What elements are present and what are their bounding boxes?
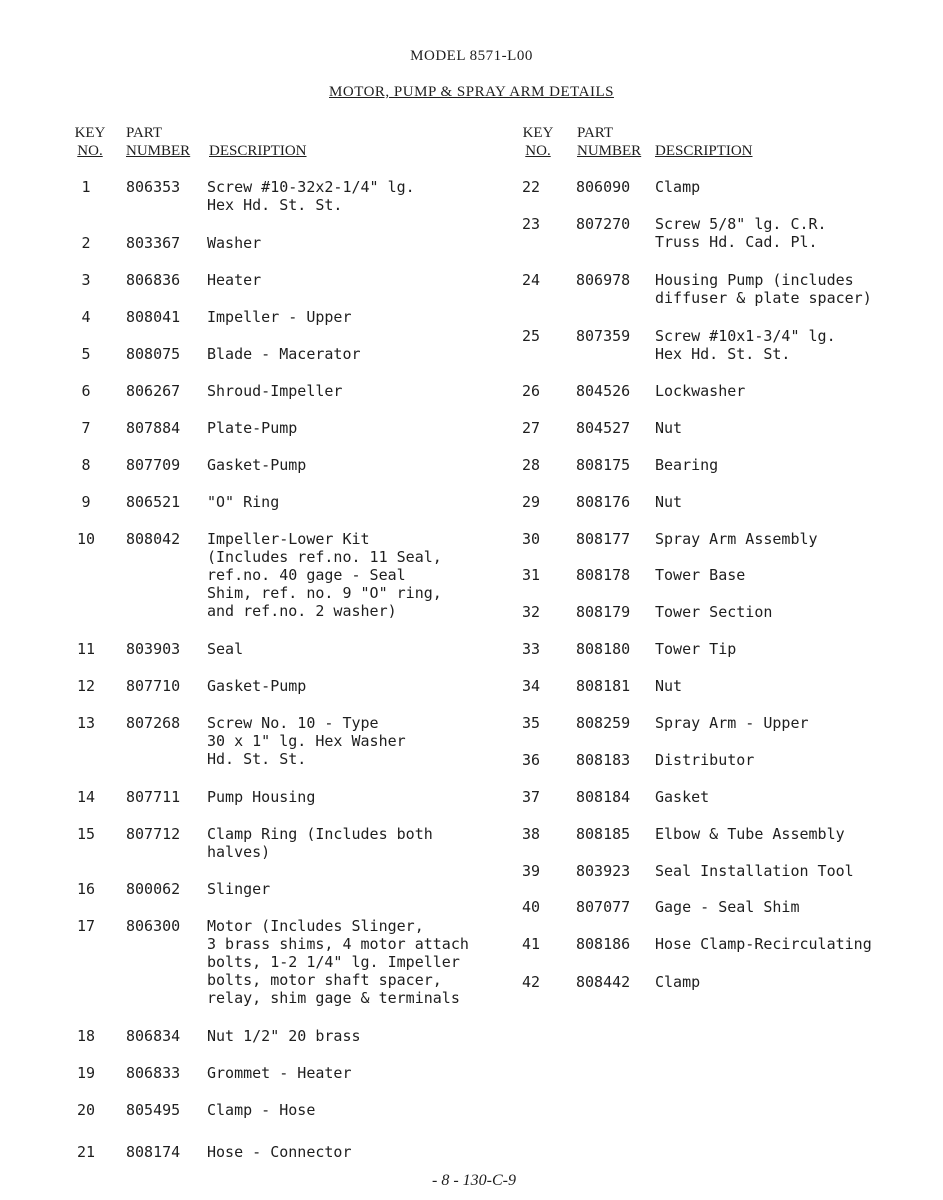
left-key-cell: 3 xyxy=(81,271,91,289)
right-key-cell: 37 xyxy=(521,788,541,806)
right-key-cell: 42 xyxy=(521,973,541,991)
right-description-header: DESCRIPTION xyxy=(655,143,753,159)
left-part-number-cell: 807710 xyxy=(126,677,181,695)
right-description-cell: Tower Section xyxy=(655,603,773,621)
left-description-cell: Gasket-Pump xyxy=(207,456,307,474)
right-description-cell: Seal Installation Tool xyxy=(655,862,854,880)
left-key-cell: 17 xyxy=(76,917,96,935)
left-key-cell: 10 xyxy=(76,530,96,548)
left-part-number-cell: 808042 xyxy=(126,530,181,548)
left-description-cell: Impeller-Lower Kit (Includes ref.no. 11 Seal, ref.no. 40 gage - Seal Shim, ref. no. 9 "O" ring, and ref.no. 2 washer) xyxy=(207,530,442,620)
left-part-number-cell: 806834 xyxy=(126,1027,181,1045)
right-key-cell: 31 xyxy=(521,566,541,584)
right-key-cell: 36 xyxy=(521,751,541,769)
left-key-cell: 14 xyxy=(76,788,96,806)
left-part-number-cell: 807268 xyxy=(126,714,181,732)
left-key-cell: 6 xyxy=(81,382,91,400)
left-key-cell: 15 xyxy=(76,825,96,843)
left-key-cell: 20 xyxy=(76,1101,96,1119)
right-part-number-cell: 808177 xyxy=(576,530,631,548)
right-key-cell: 32 xyxy=(521,603,541,621)
left-description-cell: Plate-Pump xyxy=(207,419,298,437)
right-key-cell: 29 xyxy=(521,493,541,511)
left-description-cell: Impeller - Upper xyxy=(207,308,352,326)
left-part-header: PART NUMBER xyxy=(126,125,191,159)
page-footer: - 8 - 130-C-9 xyxy=(432,1172,516,1189)
right-part-number-cell: 808259 xyxy=(576,714,631,732)
left-key-cell: 7 xyxy=(81,419,91,437)
right-key-cell: 35 xyxy=(521,714,541,732)
right-description-cell: Gasket xyxy=(655,788,710,806)
right-description-cell: Gage - Seal Shim xyxy=(655,898,800,916)
left-part-number-cell: 803367 xyxy=(126,234,181,252)
right-part-number-cell: 806090 xyxy=(576,178,631,196)
right-part-number-cell: 808175 xyxy=(576,456,631,474)
right-key-cell: 38 xyxy=(521,825,541,843)
right-part-number-cell: 803923 xyxy=(576,862,631,880)
right-key-cell: 39 xyxy=(521,862,541,880)
right-description-cell: Distributor xyxy=(655,751,755,769)
right-part-number-cell: 808185 xyxy=(576,825,631,843)
right-description-cell: Clamp xyxy=(655,178,701,196)
page-title: MODEL 8571-L00 xyxy=(410,48,533,64)
left-description-cell: Heater xyxy=(207,271,262,289)
left-description-cell: Motor (Includes Slinger, 3 brass shims, 4 motor attach bolts, 1-2 1/4" lg. Impeller bolts, motor shaft spacer, relay, shim gage & terminals xyxy=(207,917,469,1007)
left-description-cell: Seal xyxy=(207,640,244,658)
left-part-number-cell: 807709 xyxy=(126,456,181,474)
left-part-number-cell: 806833 xyxy=(126,1064,181,1082)
left-description-cell: Clamp Ring (Includes both halves) xyxy=(207,825,433,861)
right-key-cell: 23 xyxy=(521,215,541,233)
left-part-number-cell: 808041 xyxy=(126,308,181,326)
left-part-number-cell: 806267 xyxy=(126,382,181,400)
left-part-number-cell: 806353 xyxy=(126,178,181,196)
right-key-cell: 30 xyxy=(521,530,541,548)
right-description-cell: Elbow & Tube Assembly xyxy=(655,825,845,843)
left-part-number-cell: 806836 xyxy=(126,271,181,289)
right-description-cell: Housing Pump (includes diffuser & plate spacer) xyxy=(655,271,872,307)
left-key-cell: 16 xyxy=(76,880,96,898)
right-key-cell: 26 xyxy=(521,382,541,400)
right-part-number-cell: 807077 xyxy=(576,898,631,916)
left-key-cell: 5 xyxy=(81,345,91,363)
right-description-cell: Clamp xyxy=(655,973,701,991)
right-part-header: PART NUMBER xyxy=(577,125,642,159)
left-key-cell: 21 xyxy=(76,1143,96,1161)
left-key-cell: 2 xyxy=(81,234,91,252)
left-key-cell: 19 xyxy=(76,1064,96,1082)
right-description-cell: Spray Arm - Upper xyxy=(655,714,809,732)
right-description-cell: Nut xyxy=(655,493,683,511)
right-key-cell: 41 xyxy=(521,935,541,953)
right-key-cell: 40 xyxy=(521,898,541,916)
right-description-cell: Screw #10x1-3/4" lg. Hex Hd. St. St. xyxy=(655,327,836,363)
left-description-cell: Blade - Macerator xyxy=(207,345,361,363)
left-description-cell: Washer xyxy=(207,234,262,252)
right-part-number-cell: 804527 xyxy=(576,419,631,437)
left-part-number-cell: 807884 xyxy=(126,419,181,437)
right-description-cell: Lockwasher xyxy=(655,382,746,400)
left-part-number-cell: 800062 xyxy=(126,880,181,898)
section-title: MOTOR, PUMP & SPRAY ARM DETAILS xyxy=(329,84,614,100)
left-description-cell: Pump Housing xyxy=(207,788,316,806)
left-description-cell: Slinger xyxy=(207,880,271,898)
right-part-number-cell: 806978 xyxy=(576,271,631,289)
left-description-cell: Clamp - Hose xyxy=(207,1101,316,1119)
left-key-cell: 4 xyxy=(81,308,91,326)
left-part-number-cell: 807712 xyxy=(126,825,181,843)
right-key-header: KEY NO. xyxy=(522,125,554,159)
left-description-cell: Grommet - Heater xyxy=(207,1064,352,1082)
right-description-cell: Nut xyxy=(655,677,683,695)
right-part-number-cell: 808180 xyxy=(576,640,631,658)
left-key-cell: 13 xyxy=(76,714,96,732)
right-description-cell: Tower Base xyxy=(655,566,746,584)
left-key-cell: 8 xyxy=(81,456,91,474)
left-key-header: KEY NO. xyxy=(74,125,106,159)
left-description-cell: Nut 1/2" 20 brass xyxy=(207,1027,361,1045)
right-part-number-cell: 807359 xyxy=(576,327,631,345)
left-description-cell: Screw #10-32x2-1/4" lg. Hex Hd. St. St. xyxy=(207,178,415,214)
left-description-cell: Screw No. 10 - Type 30 x 1" lg. Hex Washer Hd. St. St. xyxy=(207,714,406,768)
left-description-header: DESCRIPTION xyxy=(209,143,307,159)
left-description-cell: Hose - Connector xyxy=(207,1143,352,1161)
right-key-cell: 24 xyxy=(521,271,541,289)
right-key-cell: 34 xyxy=(521,677,541,695)
left-description-cell: "O" Ring xyxy=(207,493,280,511)
right-description-cell: Bearing xyxy=(655,456,719,474)
left-key-cell: 12 xyxy=(76,677,96,695)
right-part-number-cell: 808176 xyxy=(576,493,631,511)
right-part-number-cell: 808179 xyxy=(576,603,631,621)
right-key-cell: 28 xyxy=(521,456,541,474)
left-part-number-cell: 808174 xyxy=(126,1143,181,1161)
left-part-number-cell: 805495 xyxy=(126,1101,181,1119)
right-part-number-cell: 808442 xyxy=(576,973,631,991)
right-part-number-cell: 804526 xyxy=(576,382,631,400)
right-part-number-cell: 808183 xyxy=(576,751,631,769)
right-key-cell: 27 xyxy=(521,419,541,437)
left-description-cell: Gasket-Pump xyxy=(207,677,307,695)
left-key-cell: 9 xyxy=(81,493,91,511)
right-key-cell: 25 xyxy=(521,327,541,345)
right-description-cell: Hose Clamp-Recirculating xyxy=(655,935,872,953)
left-part-number-cell: 806300 xyxy=(126,917,181,935)
right-part-number-cell: 808184 xyxy=(576,788,631,806)
left-part-number-cell: 803903 xyxy=(126,640,181,658)
left-key-cell: 11 xyxy=(76,640,96,658)
right-part-number-cell: 808186 xyxy=(576,935,631,953)
right-description-cell: Nut xyxy=(655,419,683,437)
right-part-number-cell: 807270 xyxy=(576,215,631,233)
right-description-cell: Spray Arm Assembly xyxy=(655,530,818,548)
left-part-number-cell: 808075 xyxy=(126,345,181,363)
right-part-number-cell: 808178 xyxy=(576,566,631,584)
right-key-cell: 22 xyxy=(521,178,541,196)
right-part-number-cell: 808181 xyxy=(576,677,631,695)
left-key-cell: 18 xyxy=(76,1027,96,1045)
right-key-cell: 33 xyxy=(521,640,541,658)
right-description-cell: Screw 5/8" lg. C.R. Truss Hd. Cad. Pl. xyxy=(655,215,827,251)
left-part-number-cell: 806521 xyxy=(126,493,181,511)
right-description-cell: Tower Tip xyxy=(655,640,737,658)
left-key-cell: 1 xyxy=(81,178,91,196)
left-description-cell: Shroud-Impeller xyxy=(207,382,343,400)
left-part-number-cell: 807711 xyxy=(126,788,181,806)
